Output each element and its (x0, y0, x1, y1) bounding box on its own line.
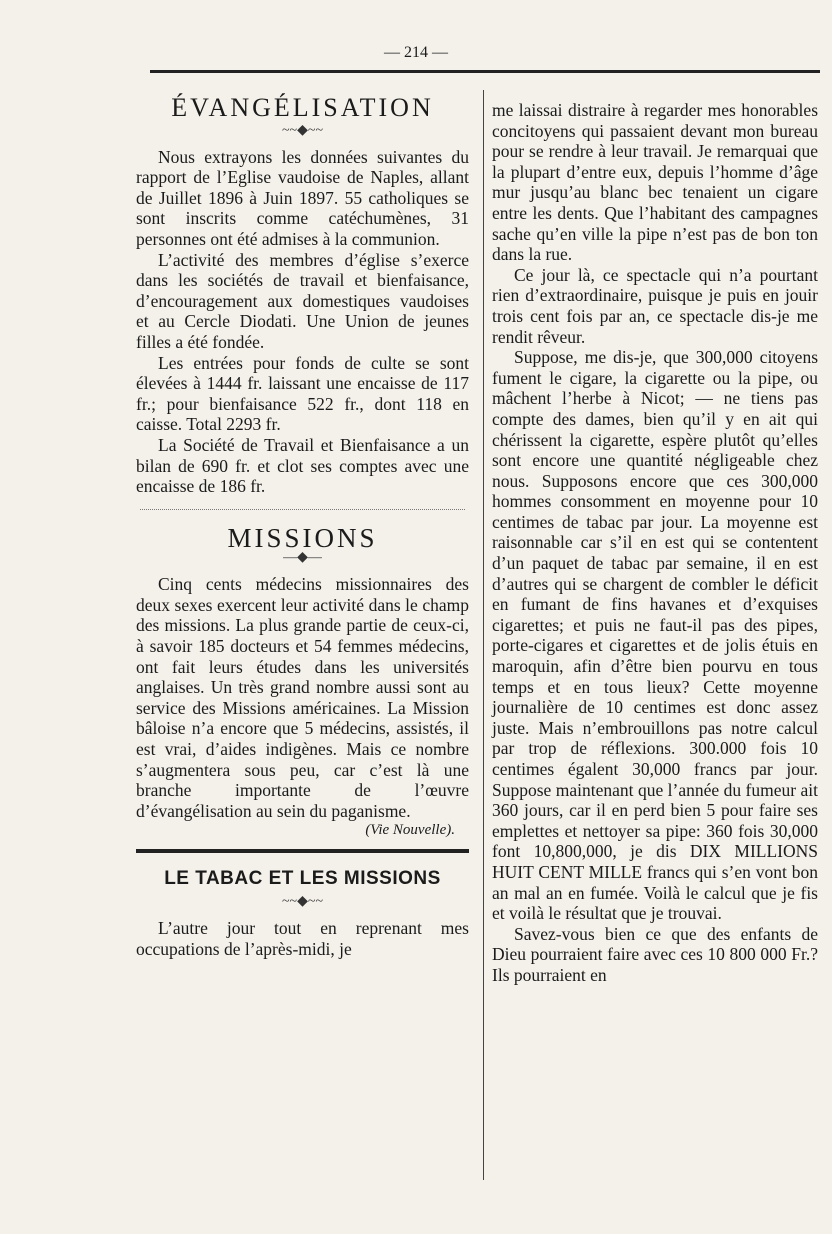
ornament-divider: ~~◆~~ (281, 122, 324, 138)
paragraph: La Société de Travail et Bienfaisance a un bilan de 690 fr. et clot ses comptes avec une encaisse de 186 fr. (136, 434, 469, 497)
paragraph: Savez-vous bien ce que des enfants de Dieu pourraient faire avec ces 10 800 000 Fr.? Ils pourraient en (492, 923, 818, 985)
ornament-divider: —◆— (283, 550, 322, 566)
heading-missions: MISSIONS (227, 522, 378, 553)
heading-tabac: LE TABAC ET LES MISSIONS (164, 868, 441, 890)
paragraph: Les entrées pour fonds de culte se sont élevées à 1444 fr. laissant une encaisse de 117 fr.; pour bienfaisance 522 fr., dont 118 en caisse. Total 2293 fr. (136, 352, 469, 435)
paragraph: Ce jour là, ce spectacle qui n’a pourtant rien d’extraordinaire, puisque je puis en jouir trois cent fois par an, ce spectacle dis-je me rendit rêveur. (492, 264, 818, 347)
paragraph: Cinq cents médecins missionnaires des deux sexes exercent leur activité dans le champ des missions. La plus grande partie de ceux-ci, à savoir 185 docteurs et 54 femmes médecins, ont fait leurs études dans les universités anglaises. Un très grand nombre aussi sont au service des Missions américaines. La Mission bâloise n’a encore que 5 médecins, assistés, il est vrai, d’aides indigènes. Mais ce nombre s’augmentera sous peu, car c’est là une branche importante de l’œuvre d’évangélisation au sein du paganisme. (136, 574, 469, 821)
column-divider (483, 90, 484, 1180)
paragraph: me laissai distraire à regarder mes honorables concitoyens qui passaient devant mon bureau pour se rendre à leur travail. Je remarquai que la plupart d’entre eux, depuis l’homme d’âge mur jusqu’au blanc bec tenaient un cigare entre les dents. Que l’habitant des campagnes sache qu’en ville la pipe n’est pas de bon ton dans la rue. (492, 100, 818, 265)
header-rule (150, 70, 820, 73)
page-number: — 214 — (384, 44, 448, 61)
right-column (492, 100, 818, 986)
ornament-divider: ~~◆~~ (281, 894, 324, 909)
paragraph: Nous extrayons les données suivantes du rapport de l’Eglise vaudoise de Naples, allant de Juillet 1896 à Juin 1897. 55 catholiques se sont inscrits comme catéchumènes, 31 personnes ont été admises à la communion. (136, 146, 469, 249)
paragraph: Suppose, me dis-je, que 300,000 citoyens fument le cigare, la cigarette ou la pipe, ou mâchent l’herbe à Nicot; — ne tiens pas compte des dames, bien qu’il y en ait qui chérissent la cigarette, espère plutôt qu’elles sont encore une quantité négligeable chez nous. Supposons encore que ces 300,000 hommes consomment en moyenne pour 10 centimes de tabac par jour. La moyenne est raisonnable car s’il en est qui se contentent d’un paquet de tabac par semaine, il en est d’autres qui se chargent de combler le déficit en fumant de fins havanes et d’exquises cigarettes; et puis ne faut-il pas des pipes, porte-cigares et cigarettes et de jolis étuis en maroquin, afin d’être bien pourvu en tous temps et en tous lieux? Cette moyenne journalière de 10 centimes est donc assez juste. Mais n’embrouillons pas notre calcul par trop de réflexions. 300.000 fois 10 centimes égalent 30,000 francs par jour. Suppose maintenant que l’année du fumeur ait 360 jours, car il en perd bien 5 pour faire ses emplettes et nettoyer sa pipe: 360 fois 30,000 font 10,800,000, je dis DIX MILLIONS HUIT CENT MILLE francs qui s’en vont bon an mal an en fumée. Voilà le calcul que je fis et voilà le résultat que je trouvai. (492, 347, 818, 924)
heading-evangelisation: ÉVANGÉLISATION (171, 93, 434, 122)
section-separator (136, 849, 469, 853)
source-citation: (Vie Nouvelle). (365, 822, 455, 839)
section-separator (140, 509, 465, 510)
paragraph: L’activité des membres d’église s’exerce dans les sociétés de travail et bienfaisance, d’encouragement aux domestiques vaudoises et au Cercle Diodati. Une Union de jeunes filles a été fondée. (136, 249, 469, 352)
left-column (136, 88, 469, 959)
paragraph: L’autre jour tout en reprenant mes occupations de l’après-midi, je (136, 918, 469, 959)
